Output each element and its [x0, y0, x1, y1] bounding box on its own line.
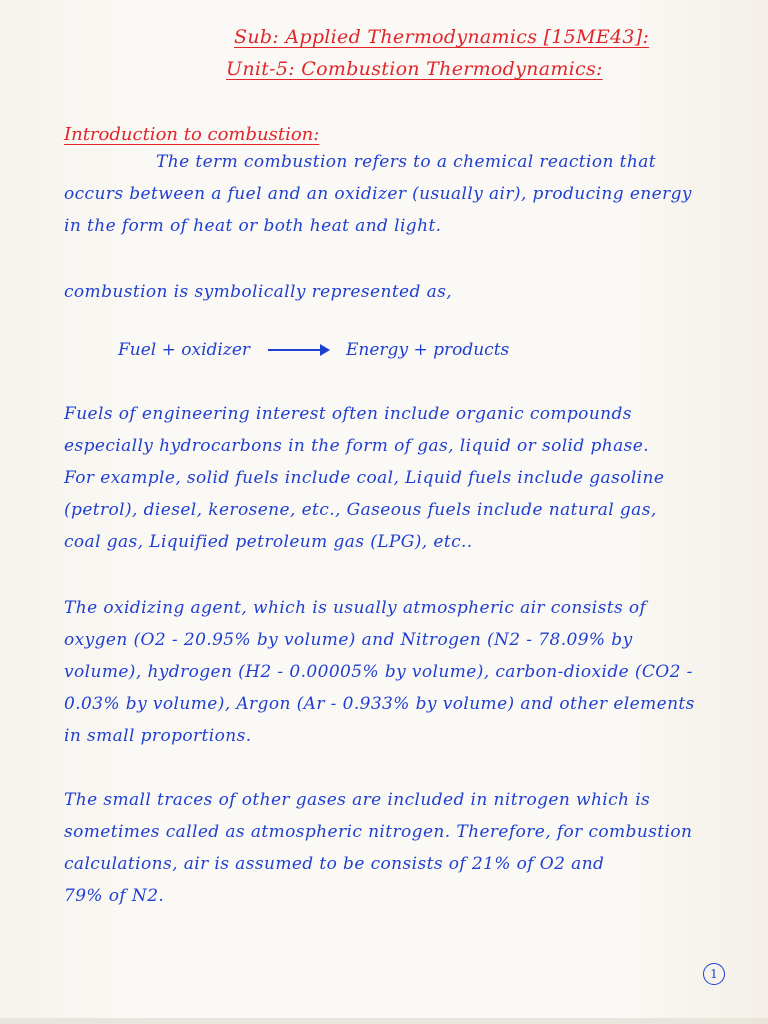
traces-line-4: 79% of N2. [64, 886, 165, 906]
traces-line-3: calculations, air is assumed to be consists of 21% of O2 and [64, 854, 605, 874]
traces-line-1: The small traces of other gases are included in nitrogen which is [64, 790, 651, 810]
fuels-line-5: coal gas, Liquified petroleum gas (LPG), etc.. [64, 532, 473, 552]
intro-line-2: occurs between a fuel and an oxidizer (usually air), producing energy [64, 184, 692, 204]
fuels-line-2: especially hydrocarbons in the form of gas, liquid or solid phase. [64, 436, 650, 456]
section-title-introduction: Introduction to combustion: [64, 124, 320, 145]
unit-heading: Unit-5: Combustion Thermodynamics: [226, 58, 603, 80]
fuels-line-1: Fuels of engineering interest often include organic compounds [64, 404, 632, 424]
oxidizer-line-2: oxygen (O2 - 20.95% by volume) and Nitrogen (N2 - 78.09% by [64, 630, 633, 650]
page-edge [0, 1018, 768, 1024]
intro-line-3: in the form of heat or both heat and light. [64, 216, 442, 236]
symbolic-line: combustion is symbolically represented as, [64, 282, 453, 302]
traces-line-2: sometimes called as atmospheric nitrogen. Therefore, for combustion [64, 822, 693, 842]
page-number: 1 [703, 963, 725, 985]
arrow-icon [268, 349, 328, 351]
oxidizer-line-4: 0.03% by volume), Argon (Ar - 0.933% by volume) and other elements [64, 694, 695, 714]
oxidizer-line-1: The oxidizing agent, which is usually atmospheric air consists of [64, 598, 647, 618]
oxidizer-line-3: volume), hydrogen (H2 - 0.00005% by volume), carbon-dioxide (CO2 - [64, 662, 693, 682]
combustion-equation [118, 340, 509, 360]
fuels-line-4: (petrol), diesel, kerosene, etc., Gaseous fuels include natural gas, [64, 500, 657, 520]
equation-lhs: Fuel + oxidizer [118, 340, 251, 360]
fuels-line-3: For example, solid fuels include coal, Liquid fuels include gasoline [64, 468, 665, 488]
equation-rhs: Energy + products [346, 340, 510, 360]
oxidizer-line-5: in small proportions. [64, 726, 252, 746]
subject-heading: Sub: Applied Thermodynamics [15ME43]: [234, 26, 650, 48]
intro-line-1: The term combustion refers to a chemical reaction that [156, 152, 657, 172]
